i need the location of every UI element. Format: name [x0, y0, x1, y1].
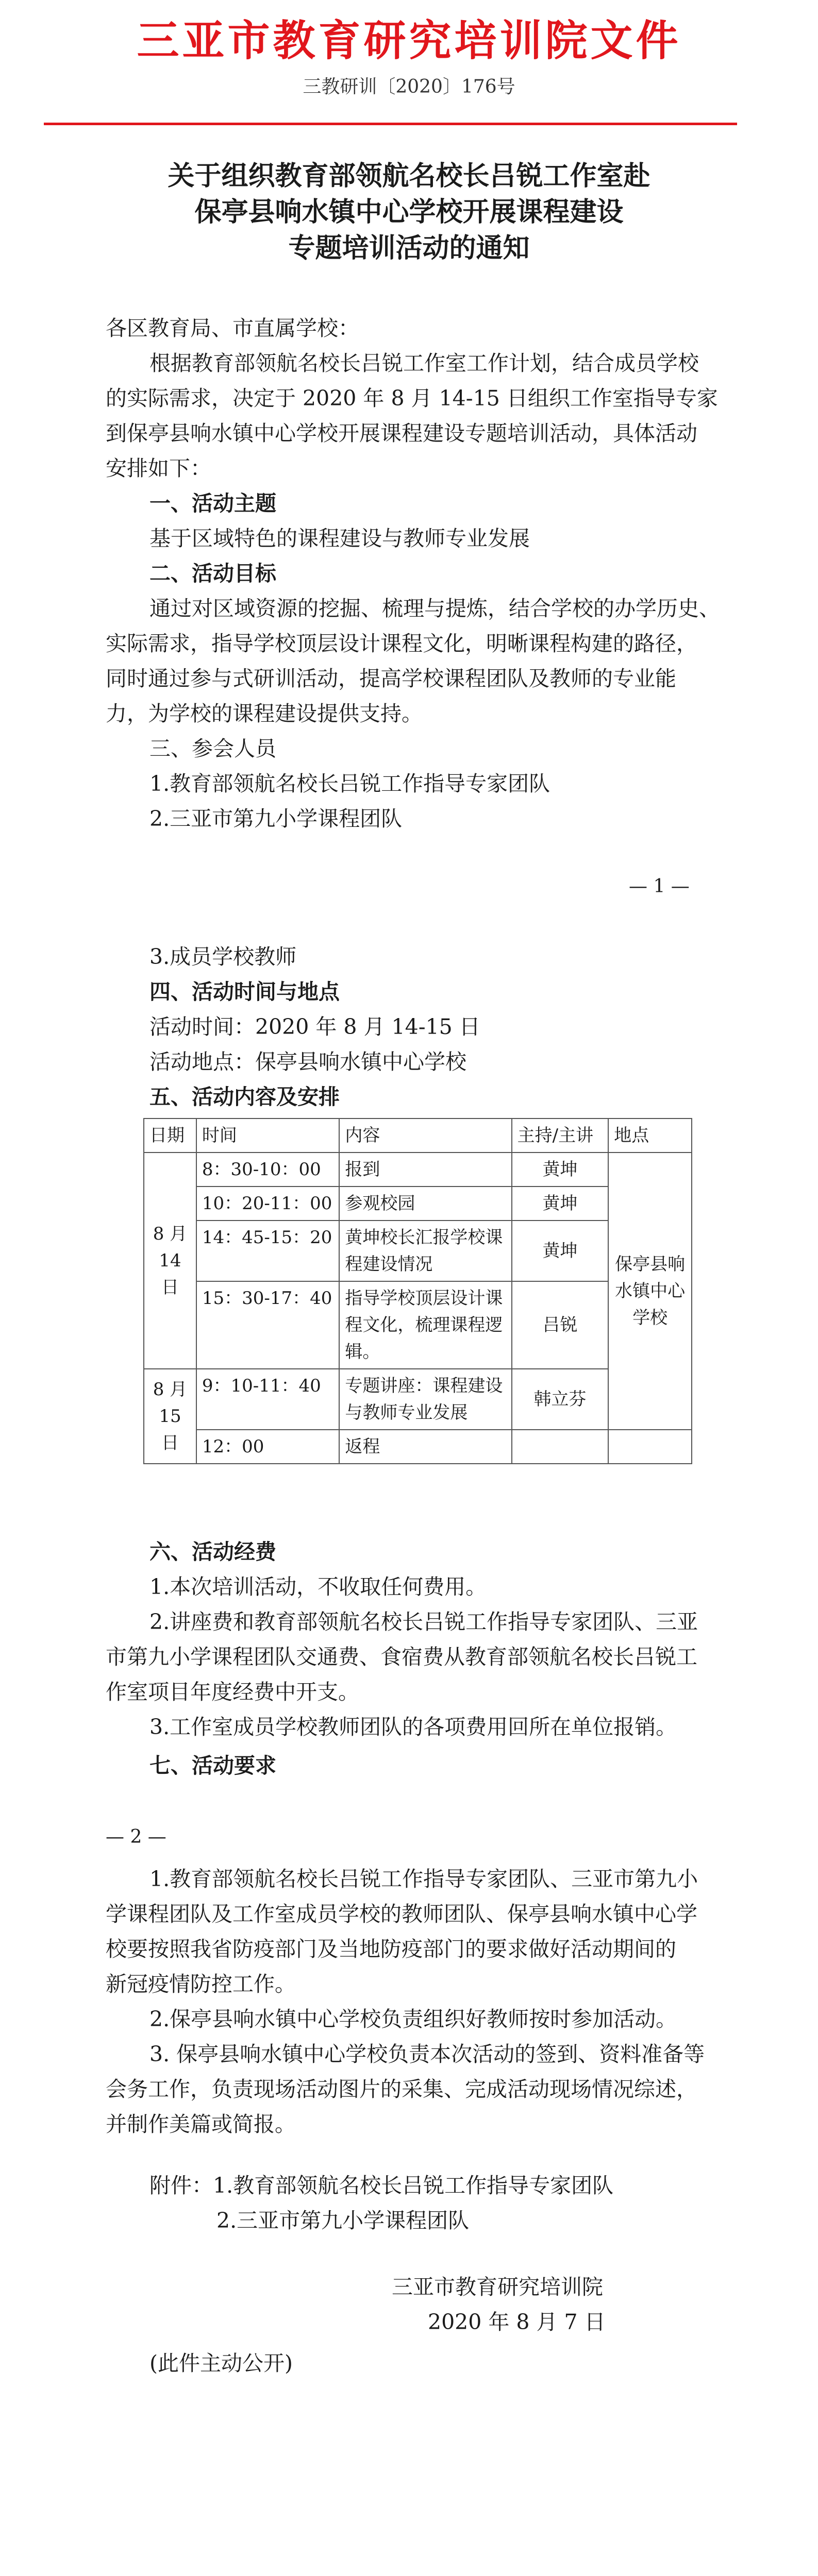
host-cell: 黄坤	[512, 1153, 609, 1187]
content-cell: 专题讲座：课程建设与教师专业发展	[339, 1369, 511, 1430]
page-number-1: — 1 —	[629, 876, 690, 897]
funding-line: 1.本次培训活动，不收取任何费用。	[149, 1574, 487, 1599]
header-date: 日期	[144, 1118, 196, 1153]
section-heading-time-place: 四、活动时间与地点	[149, 979, 340, 1004]
host-cell: 韩立芬	[512, 1369, 609, 1430]
date-cell: 8 月 15 日	[144, 1369, 196, 1464]
red-divider	[44, 123, 737, 125]
attachment-line-2: 2.三亚市第九小学课程团队	[216, 2208, 470, 2233]
goals-line: 实际需求，指导学校顶层设计课程文化，明晰课程构建的路径，	[106, 631, 697, 656]
intro-line: 到保亭县响水镇中心学校开展课程建设专题培训活动，具体活动	[106, 421, 697, 446]
section-heading-theme: 一、活动主题	[149, 491, 276, 516]
intro-line: 的实际需求，决定于 2020 年 8 月 14-15 日组织工作室指导专家	[106, 386, 718, 411]
header-content: 内容	[339, 1118, 511, 1153]
page-number-2: — 2 —	[106, 1826, 166, 1848]
time-cell: 8：30-10：00	[196, 1153, 339, 1187]
goals-line: 通过对区域资源的挖掘、梳理与提炼，结合学校的办学历史、	[149, 596, 720, 621]
document-title: 三亚市教育研究培训院文件	[137, 16, 681, 65]
schedule-table	[143, 1118, 692, 1464]
requirement-line: 学课程团队及工作室成员学校的教师团队、保亭县响水镇中心学	[106, 1902, 697, 1926]
goals-line: 力，为学校的课程建设提供支持。	[106, 701, 423, 726]
requirement-line: 会务工作，负责现场活动图片的采集、完成活动现场情况综述，	[106, 2077, 697, 2102]
location-cell-empty	[608, 1430, 692, 1464]
content-cell: 返程	[339, 1430, 511, 1464]
requirement-line: 并制作美篇或简报。	[106, 2112, 296, 2137]
section-heading-schedule: 五、活动内容及安排	[149, 1084, 340, 1109]
time-cell: 12：00	[196, 1430, 339, 1464]
participant-item: 2.三亚市第九小学课程团队	[149, 806, 403, 831]
time-cell: 15：30-17：40	[196, 1281, 339, 1369]
section-heading-funding: 六、活动经费	[149, 1539, 276, 1564]
content-cell: 报到	[339, 1153, 511, 1187]
host-cell	[512, 1430, 609, 1464]
time-cell: 14：45-15：20	[196, 1221, 339, 1281]
intro-line: 根据教育部领航名校长吕锐工作室工作计划，结合成员学校	[149, 351, 699, 376]
host-cell: 黄坤	[512, 1187, 609, 1221]
section-heading-goals: 二、活动目标	[149, 561, 276, 586]
activity-time: 活动时间：2020 年 8 月 14-15 日	[149, 1014, 480, 1039]
participant-item: 3.成员学校教师	[149, 944, 297, 969]
activity-place: 活动地点：保亭县响水镇中心学校	[149, 1049, 466, 1074]
public-note: (此件主动公开)	[149, 2351, 293, 2376]
funding-line: 2.讲座费和教育部领航名校长吕锐工作指导专家团队、三亚	[149, 1609, 698, 1634]
participant-item: 1.教育部领航名校长吕锐工作指导专家团队	[149, 771, 550, 796]
content-cell: 指导学校顶层设计课程文化，梳理课程逻辑。	[339, 1281, 511, 1369]
document-number: 三教研训〔2020〕176号	[303, 76, 515, 97]
intro-line: 安排如下：	[106, 456, 211, 481]
content-cell: 参观校园	[339, 1187, 511, 1221]
table-row	[144, 1430, 692, 1464]
table-row	[144, 1153, 692, 1187]
host-cell: 吕锐	[512, 1281, 609, 1369]
requirement-line: 2.保亭县响水镇中心学校负责组织好教师按时参加活动。	[149, 2007, 677, 2031]
location-cell: 保亭县响水镇中心学校	[608, 1153, 692, 1430]
time-cell: 9：10-11：40	[196, 1369, 339, 1430]
time-cell: 10：20-11：00	[196, 1187, 339, 1221]
content-cell: 黄坤校长汇报学校课程建设情况	[339, 1221, 511, 1281]
section-heading-participants: 三、参会人员	[149, 736, 276, 761]
subject-line-3: 专题培训活动的通知	[288, 232, 530, 264]
section-heading-requirements: 七、活动要求	[149, 1753, 276, 1778]
requirement-line: 新冠疫情防控工作。	[106, 1972, 296, 1996]
header-time: 时间	[196, 1118, 339, 1153]
funding-line: 市第九小学课程团队交通费、食宿费从教育部领航名校长吕锐工	[106, 1645, 697, 1669]
goals-line: 同时通过参与式研训活动，提高学校课程团队及教师的专业能	[106, 666, 676, 691]
date-cell: 8 月 14 日	[144, 1153, 196, 1369]
funding-line: 3.工作室成员学校教师团队的各项费用回所在单位报销。	[149, 1715, 677, 1739]
funding-line: 作室项目年度经费中开支。	[106, 1680, 359, 1704]
requirement-line: 1.教育部领航名校长吕锐工作指导专家团队、三亚市第九小	[149, 1867, 698, 1891]
signature-date: 2020 年 8 月 7 日	[428, 2310, 606, 2334]
subject-line-2: 保亭县响水镇中心学校开展课程建设	[194, 196, 624, 228]
attachment-line-1: 附件：1.教育部领航名校长吕锐工作指导专家团队	[149, 2173, 614, 2198]
header-location: 地点	[608, 1118, 692, 1153]
requirement-line: 校要按照我省防疫部门及当地防疫部门的要求做好活动期间的	[106, 1937, 676, 1961]
salutation: 各区教育局、市直属学校：	[106, 316, 359, 341]
theme-text: 基于区域特色的课程建设与教师专业发展	[149, 526, 530, 551]
requirement-line: 3. 保亭县响水镇中心学校负责本次活动的签到、资料准备等	[149, 2042, 705, 2066]
header-host: 主持/主讲	[512, 1118, 609, 1153]
table-header-row	[144, 1118, 692, 1153]
signature-org: 三亚市教育研究培训院	[392, 2275, 603, 2299]
subject-line-1: 关于组织教育部领航名校长吕锐工作室赴	[168, 160, 650, 192]
host-cell: 黄坤	[512, 1221, 609, 1281]
